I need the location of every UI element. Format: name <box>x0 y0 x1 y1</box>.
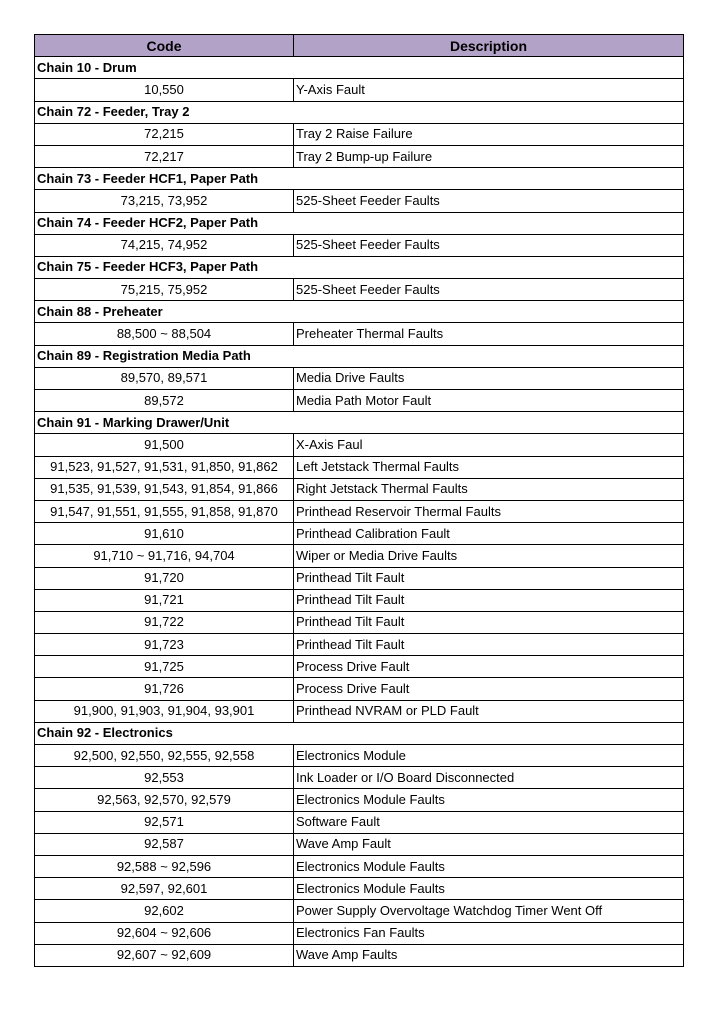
table-row <box>35 833 684 855</box>
fault-description-cell: 525-Sheet Feeder Faults <box>294 234 684 256</box>
fault-description-cell: Electronics Module Faults <box>294 789 684 811</box>
table-row <box>35 922 684 944</box>
fault-code-cell: 72,217 <box>35 145 294 167</box>
fault-code-cell: 92,571 <box>35 811 294 833</box>
fault-code-cell: 72,215 <box>35 123 294 145</box>
chain-group-row <box>35 412 684 434</box>
table-row <box>35 567 684 589</box>
table-row <box>35 678 684 700</box>
chain-title: Chain 89 - Registration Media Path <box>35 345 684 367</box>
fault-description-cell: Electronics Fan Faults <box>294 922 684 944</box>
fault-description-cell: Wave Amp Faults <box>294 944 684 966</box>
fault-description-cell: Right Jetstack Thermal Faults <box>294 478 684 500</box>
table-row <box>35 478 684 500</box>
fault-code-cell: 89,570, 89,571 <box>35 367 294 389</box>
fault-code-cell: 91,710 ~ 91,716, 94,704 <box>35 545 294 567</box>
table-row <box>35 367 684 389</box>
fault-description-cell: Printhead Tilt Fault <box>294 611 684 633</box>
chain-title: Chain 10 - Drum <box>35 57 684 79</box>
fault-description-cell: Media Path Motor Fault <box>294 390 684 412</box>
fault-description-cell: Printhead Tilt Fault <box>294 567 684 589</box>
fault-description-cell: Electronics Module Faults <box>294 878 684 900</box>
table-row <box>35 545 684 567</box>
fault-code-cell: 92,588 ~ 92,596 <box>35 855 294 877</box>
fault-description-cell: Printhead Tilt Fault <box>294 634 684 656</box>
fault-description-cell: Tray 2 Bump-up Failure <box>294 145 684 167</box>
fault-description-cell: 525-Sheet Feeder Faults <box>294 279 684 301</box>
fault-code-cell: 75,215, 75,952 <box>35 279 294 301</box>
chain-group-row <box>35 212 684 234</box>
fault-code-cell: 91,610 <box>35 523 294 545</box>
table-row <box>35 656 684 678</box>
fault-code-cell: 10,550 <box>35 79 294 101</box>
table-row <box>35 878 684 900</box>
fault-code-cell: 92,500, 92,550, 92,555, 92,558 <box>35 745 294 767</box>
fault-description-cell: Printhead NVRAM or PLD Fault <box>294 700 684 722</box>
fault-code-cell: 91,900, 91,903, 91,904, 93,901 <box>35 700 294 722</box>
description-column-header: Description <box>294 35 684 57</box>
table-row <box>35 190 684 212</box>
chain-group-row <box>35 301 684 323</box>
fault-code-cell: 73,215, 73,952 <box>35 190 294 212</box>
table-row <box>35 523 684 545</box>
fault-description-cell: Preheater Thermal Faults <box>294 323 684 345</box>
chain-group-row <box>35 168 684 190</box>
fault-code-cell: 91,722 <box>35 611 294 633</box>
header-row <box>35 35 684 57</box>
chain-title: Chain 88 - Preheater <box>35 301 684 323</box>
chain-group-row <box>35 722 684 744</box>
table-row <box>35 323 684 345</box>
table-body <box>35 57 684 967</box>
fault-description-cell: Wiper or Media Drive Faults <box>294 545 684 567</box>
chain-title: Chain 72 - Feeder, Tray 2 <box>35 101 684 123</box>
fault-code-cell: 91,721 <box>35 589 294 611</box>
fault-description-cell: Media Drive Faults <box>294 367 684 389</box>
table-row <box>35 767 684 789</box>
table-row <box>35 855 684 877</box>
table-row <box>35 789 684 811</box>
fault-code-cell: 92,597, 92,601 <box>35 878 294 900</box>
table-row <box>35 900 684 922</box>
table-row <box>35 745 684 767</box>
fault-code-cell: 92,587 <box>35 833 294 855</box>
fault-description-cell: Printhead Tilt Fault <box>294 589 684 611</box>
fault-description-cell: Process Drive Fault <box>294 656 684 678</box>
chain-title: Chain 91 - Marking Drawer/Unit <box>35 412 684 434</box>
table-row <box>35 434 684 456</box>
fault-description-cell: Ink Loader or I/O Board Disconnected <box>294 767 684 789</box>
chain-group-row <box>35 345 684 367</box>
fault-code-cell: 91,725 <box>35 656 294 678</box>
fault-code-cell: 91,726 <box>35 678 294 700</box>
fault-description-cell: X-Axis Faul <box>294 434 684 456</box>
fault-description-cell: Left Jetstack Thermal Faults <box>294 456 684 478</box>
fault-description-cell: Printhead Calibration Fault <box>294 523 684 545</box>
chain-title: Chain 74 - Feeder HCF2, Paper Path <box>35 212 684 234</box>
fault-description-cell: Wave Amp Fault <box>294 833 684 855</box>
table-row <box>35 390 684 412</box>
fault-description-cell: Y-Axis Fault <box>294 79 684 101</box>
fault-code-cell: 92,563, 92,570, 92,579 <box>35 789 294 811</box>
fault-description-cell: 525-Sheet Feeder Faults <box>294 190 684 212</box>
table-row <box>35 944 684 966</box>
code-column-header: Code <box>35 35 294 57</box>
fault-code-cell: 92,602 <box>35 900 294 922</box>
fault-description-cell: Electronics Module <box>294 745 684 767</box>
chain-group-row <box>35 57 684 79</box>
fault-description-cell: Electronics Module Faults <box>294 855 684 877</box>
fault-description-cell: Software Fault <box>294 811 684 833</box>
table-row <box>35 500 684 522</box>
fault-code-cell: 91,523, 91,527, 91,531, 91,850, 91,862 <box>35 456 294 478</box>
table-row <box>35 234 684 256</box>
chain-title: Chain 73 - Feeder HCF1, Paper Path <box>35 168 684 190</box>
table-row <box>35 589 684 611</box>
fault-code-cell: 74,215, 74,952 <box>35 234 294 256</box>
fault-code-cell: 91,547, 91,551, 91,555, 91,858, 91,870 <box>35 500 294 522</box>
fault-code-cell: 91,720 <box>35 567 294 589</box>
fault-code-cell: 92,553 <box>35 767 294 789</box>
fault-code-cell: 88,500 ~ 88,504 <box>35 323 294 345</box>
chain-title: Chain 75 - Feeder HCF3, Paper Path <box>35 256 684 278</box>
fault-code-cell: 92,604 ~ 92,606 <box>35 922 294 944</box>
table-row <box>35 611 684 633</box>
fault-code-cell: 92,607 ~ 92,609 <box>35 944 294 966</box>
table-row <box>35 700 684 722</box>
table-row <box>35 279 684 301</box>
fault-code-cell: 91,535, 91,539, 91,543, 91,854, 91,866 <box>35 478 294 500</box>
fault-code-table <box>34 34 684 967</box>
table-row <box>35 123 684 145</box>
chain-group-row <box>35 101 684 123</box>
fault-code-cell: 91,500 <box>35 434 294 456</box>
fault-description-cell: Process Drive Fault <box>294 678 684 700</box>
chain-title: Chain 92 - Electronics <box>35 722 684 744</box>
table-row <box>35 79 684 101</box>
fault-code-cell: 91,723 <box>35 634 294 656</box>
fault-code-cell: 89,572 <box>35 390 294 412</box>
table-row <box>35 634 684 656</box>
table-row <box>35 145 684 167</box>
fault-description-cell: Printhead Reservoir Thermal Faults <box>294 500 684 522</box>
fault-description-cell: Power Supply Overvoltage Watchdog Timer Went Off <box>294 900 684 922</box>
table-row <box>35 456 684 478</box>
chain-group-row <box>35 256 684 278</box>
fault-description-cell: Tray 2 Raise Failure <box>294 123 684 145</box>
table-row <box>35 811 684 833</box>
